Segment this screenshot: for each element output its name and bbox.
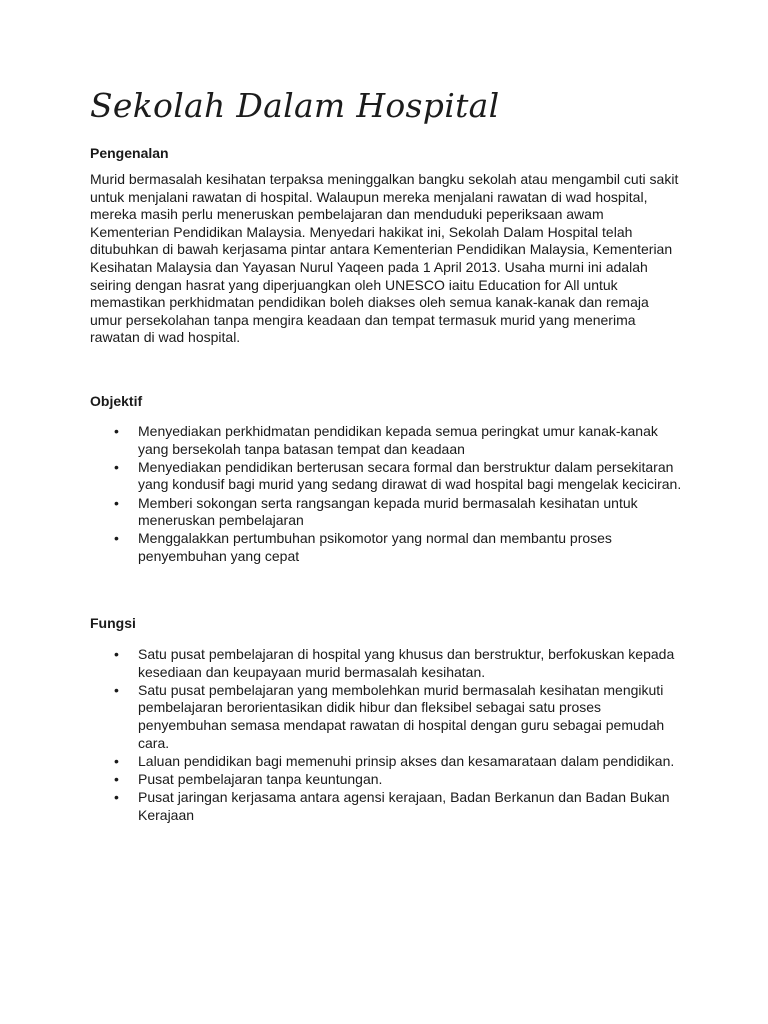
bullet-icon: •	[114, 681, 119, 698]
list-item-text: Satu pusat pembelajaran yang membolehkan murid bermasalah kesihatan mengikuti pembelajaran berorientasikan didik hibur dan fleksibel sebagai satu proses penyembuhan semasa mendapat rawatan di hospital dengan guru sebagai pemudah cara.	[138, 681, 665, 751]
bullet-icon: •	[114, 789, 119, 806]
list-item-text: Menggalakkan pertumbuhan psikomotor yang normal dan membantu proses penyembuhan yang cepat	[138, 530, 612, 564]
section-heading-fungsi: Fungsi	[90, 615, 136, 631]
bullet-icon: •	[114, 494, 119, 511]
list-item-text: Menyediakan pendidikan berterusan secara formal dan berstruktur dalam persekitaran yang kondusif bagi murid yang sedang dirawat di wad hospital bagi mengelak keciciran.	[138, 458, 682, 493]
list-item	[90, 423, 690, 458]
objectives-list	[90, 423, 690, 566]
intro-paragraph: Murid bermasalah kesihatan terpaksa meninggalkan bangku sekolah atau mengambil cuti sakit untuk menjalani rawatan di hospital. Walaupun mereka menjalani rawatan di wad hospital, mereka masih perlu meneruskan pembelajaran dan menduduki peperiksaan awam Kementerian Pendidikan Malaysia. Menyedari hakikat ini, Sekolah Dalam Hospital telah ditubuhkan di bawah kerjasama pintar antara Kementerian Pendidikan Malaysia, Kementerian Kesihatan Malaysia dan Yayasan Nurul Yaqeen pada 1 April 2013. Usaha murni ini adalah seiring dengan hasrat yang diperjuangkan oleh UNESCO iaitu Education for All untuk memastikan perkhidmatan pendidikan boleh diakses oleh semua kanak-kanak dan remaja umur persekolahan tanpa mengira keadaan dan tempat termasuk murid yang menerima rawatan di wad hospital.	[90, 171, 679, 346]
list-item-text: Laluan pendidikan bagi memenuhi prinsip akses dan kesamarataan dalam pendidikan.	[138, 752, 675, 769]
list-item	[90, 530, 690, 565]
list-item	[90, 682, 690, 752]
bullet-icon: •	[114, 646, 119, 662]
bullet-icon: •	[114, 530, 119, 547]
bullet-icon: •	[114, 423, 119, 439]
list-item-text: Satu pusat pembelajaran di hospital yang khusus dan berstruktur, berfokuskan kepada kesediaan dan keupayaan murid bermasalah kesihatan.	[138, 646, 675, 680]
list-item	[90, 459, 690, 494]
section-heading-objektif: Objektif	[90, 393, 143, 409]
list-item	[90, 771, 690, 789]
list-item	[90, 646, 690, 681]
bullet-icon: •	[114, 752, 119, 769]
list-item-text: Memberi sokongan serta rangsangan kepada murid bermasalah kesihatan untuk meneruskan pembelajaran	[138, 494, 638, 529]
bullet-icon: •	[114, 770, 119, 787]
list-item	[90, 495, 690, 530]
functions-list	[90, 646, 690, 825]
section-heading-pengenalan: Pengenalan	[90, 145, 169, 161]
document-title: Sekolah Dalam Hospital	[90, 86, 500, 125]
list-item-text: Pusat jaringan kerjasama antara agensi kerajaan, Badan Berkanun dan Badan Bukan Kerajaan	[138, 789, 670, 823]
list-item	[90, 753, 690, 771]
list-item-text: Pusat pembelajaran tanpa keuntungan.	[138, 770, 383, 787]
list-item	[90, 789, 690, 824]
bullet-icon: •	[114, 458, 119, 475]
list-item-text: Menyediakan perkhidmatan pendidikan kepada semua peringkat umur kanak-kanak yang bersekolah tanpa batasan tempat dan keadaan	[138, 423, 658, 457]
